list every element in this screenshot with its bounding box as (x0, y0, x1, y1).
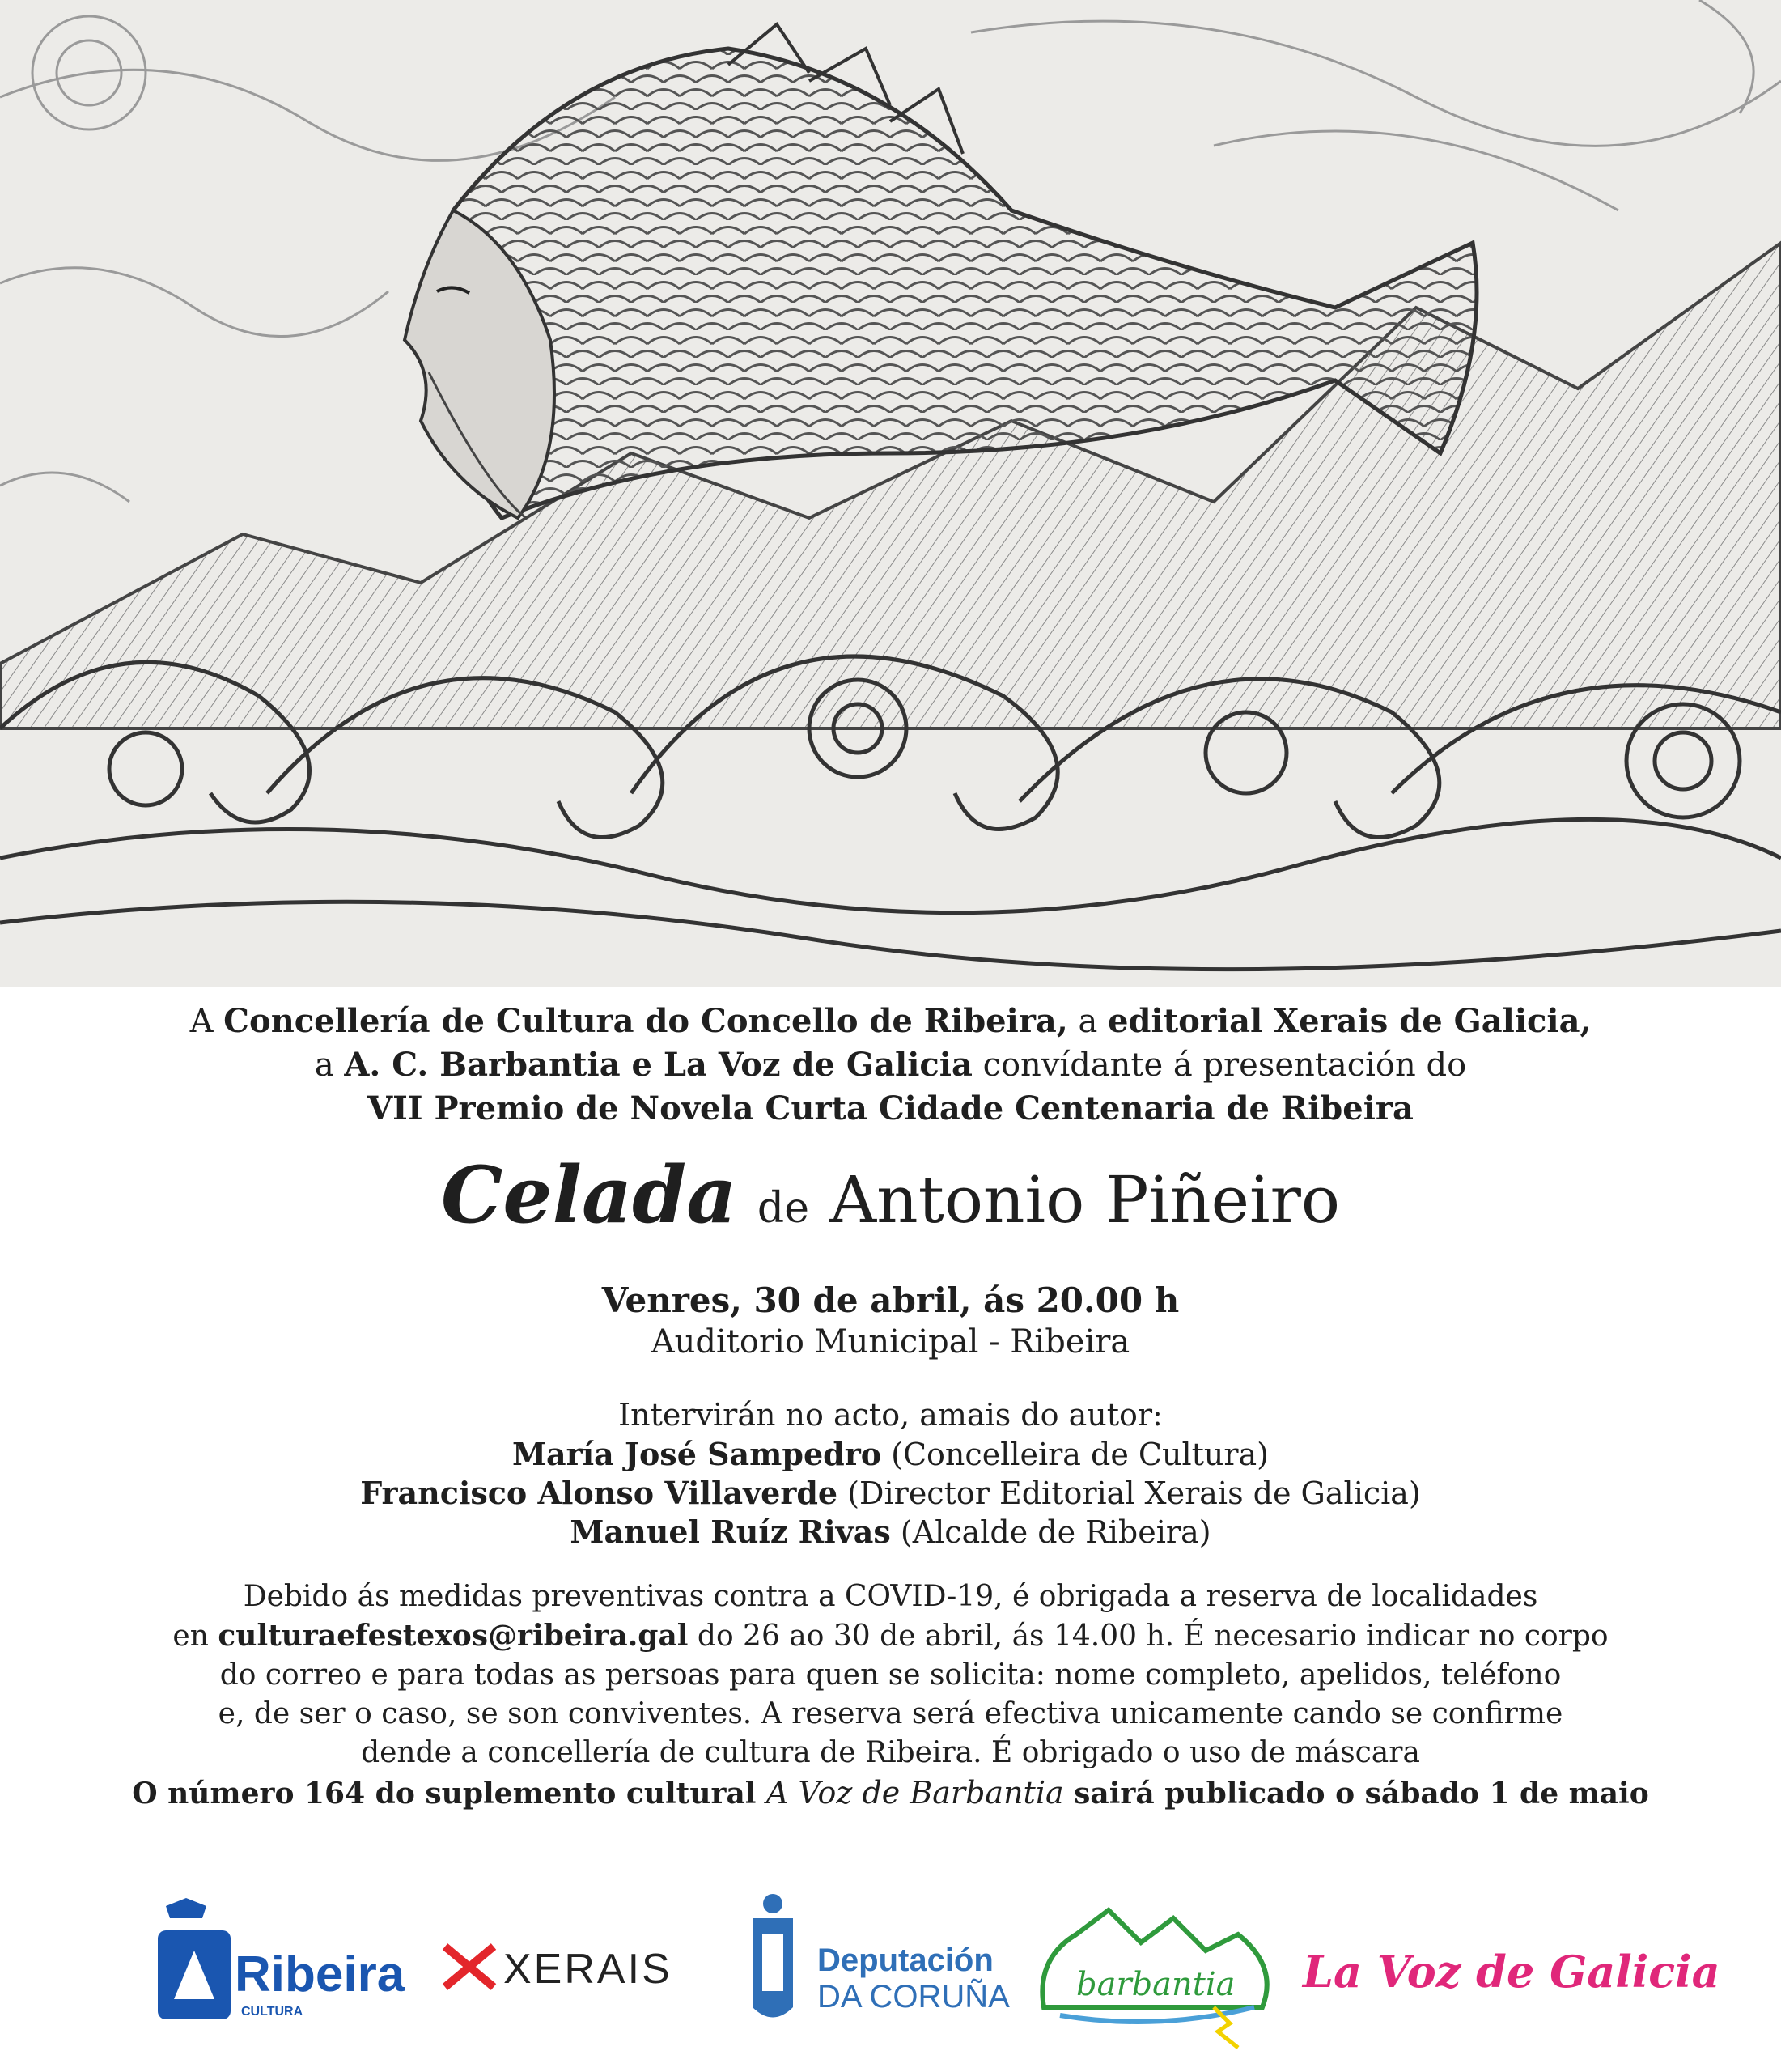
organizer-concelleria: Concellería de Cultura do Concello de Ribeira, (223, 1002, 1068, 1040)
sponsor-logos (0, 1886, 1781, 2048)
intro-text: A (189, 1003, 224, 1040)
svg-text:CULTURA: CULTURA (241, 2005, 303, 2019)
speaker-item: Manuel Ruíz Rivas (Alcalde de Ribeira) (570, 1514, 1211, 1550)
event-venue: Auditorio Municipal - Ribeira (651, 1323, 1130, 1361)
book-de: de (757, 1184, 809, 1233)
deputacion-logo (736, 1886, 1011, 2048)
intro-text: a (1067, 1003, 1109, 1040)
barbantia-logo (1028, 1886, 1287, 2048)
speaker-item: Francisco Alonso Villaverde (Director Editorial Xerais de Galicia) (360, 1475, 1421, 1511)
svg-text:DA CORUÑA: DA CORUÑA (817, 1979, 1010, 2015)
svg-text:barbantia: barbantia (1076, 1966, 1236, 2003)
xerais-logo (437, 1886, 696, 2048)
invitation-intro (0, 1000, 1781, 1131)
organizer-barbantia-lavoz: A. C. Barbantia e La Voz de Galicia (344, 1046, 973, 1084)
sea-creature-etching (0, 0, 1781, 987)
speakers-intro: Intervirán no acto, amais do autor: (618, 1397, 1163, 1433)
supplement-name: A Voz de Barbantia (766, 1775, 1064, 1811)
hero-illustration (0, 0, 1781, 987)
ribeira-logo (146, 1886, 405, 2048)
supplement-notice: O número 164 do suplemento cultural A Voz de Barbantia sairá publicado o sábado 1 de maio (132, 1775, 1649, 1811)
organizer-xerais: editorial Xerais de Galicia, (1108, 1002, 1592, 1040)
svg-text:XERAIS: XERAIS (503, 1946, 672, 1993)
reservation-email-link[interactable]: culturaefestexos@ribeira.gal (218, 1619, 689, 1653)
covid-notice: Debido ás medidas preventivas contra a COVID-19, é obrigada a reserva de localidades en culturaefestexos@ribeira.gal do 26 ao 30 de abril, ás 14.00 h. É necesario indicar no corpo do correo e para todas as persoas para quen se solicita: nome completo, apelidos, teléfono e, de ser o caso, se son conviventes. A reserva será efectiva unicamente cando se confirme dende a concellería de cultura de Ribeira. É obrigado o uso de máscara (172, 1580, 1609, 1769)
book-title: Celada (440, 1149, 737, 1241)
intro-text: convídante á presentación do (972, 1047, 1467, 1084)
speakers-list (0, 1435, 1781, 1552)
speaker-item: María José Sampedro (Concelleira de Cultura) (511, 1436, 1270, 1472)
lavoz-logo (1295, 1886, 1720, 2048)
intro-text: a (314, 1047, 345, 1084)
invitation-text (0, 1000, 1781, 1814)
book-title-line (0, 1149, 1781, 1249)
svg-text:La Voz de Galicia: La Voz de Galicia (1303, 1946, 1720, 1998)
prize-name: VII Premio de Novela Curta Cidade Centenaria de Ribeira (367, 1089, 1414, 1127)
event-datetime: Venres, 30 de abril, ás 20.00 h (601, 1280, 1180, 1320)
svg-text:Ribeira: Ribeira (235, 1947, 405, 2002)
svg-text:Deputación: Deputación (817, 1942, 994, 1978)
book-author: Antonio Piñeiro (829, 1162, 1340, 1238)
